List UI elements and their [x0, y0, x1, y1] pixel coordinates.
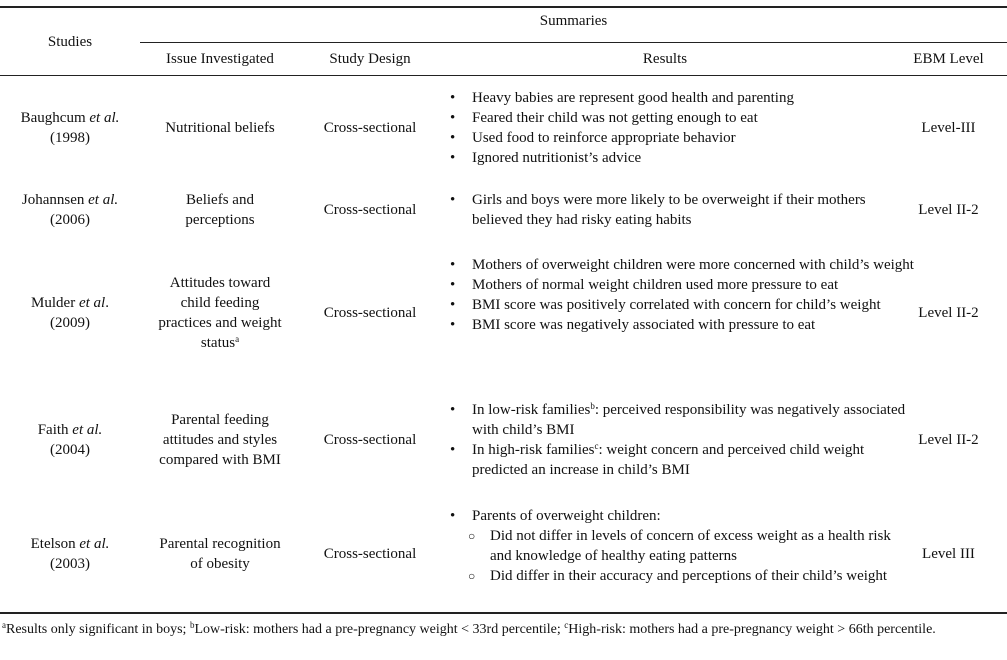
footnote-marker: c — [594, 441, 599, 451]
study-etal: et al. — [79, 536, 110, 552]
table-row-results — [444, 400, 914, 480]
table-row-results — [444, 506, 914, 586]
table-row-study: Mulder et al. (2009) — [31, 295, 109, 331]
result-item: • Heavy babies are represent good health and parenting — [444, 88, 914, 108]
header-ebm: EBM Level — [913, 51, 984, 67]
header-issue: Issue Investigated — [166, 51, 274, 67]
study-year: (2004) — [50, 442, 90, 458]
study-author: Etelson — [30, 536, 76, 552]
table-row-results — [444, 190, 914, 230]
table-row-results — [444, 88, 914, 168]
study-year: (2009) — [50, 315, 90, 331]
study-author: Faith — [37, 422, 69, 438]
footnote-marker: b — [590, 401, 595, 411]
study-etal: et al — [78, 295, 106, 311]
table-row-ebm: Level II-2 — [918, 305, 979, 321]
table-bottom-rule — [0, 612, 1007, 614]
header-studies: Studies — [47, 34, 93, 50]
result-item: • Ignored nutritionist’s advice — [444, 148, 914, 168]
study-etal: et al. — [88, 192, 119, 208]
table-row-ebm: Level II-2 — [918, 432, 979, 448]
result-item: • Girls and boys were more likely to be overweight if their mothers believed they had risky eating habits — [444, 190, 914, 230]
footnote-marker: a — [235, 334, 240, 344]
header-summaries: Summaries — [539, 13, 608, 29]
table-row-ebm: Level III — [922, 546, 975, 562]
result-item: • Mothers of overweight children were more concerned with child’s weight — [444, 255, 914, 275]
summaries-rule — [140, 42, 1007, 43]
study-etal: et al. — [72, 422, 103, 438]
result-item: • BMI score was positively correlated with concern for child’s weight — [444, 295, 914, 315]
table-row-ebm: Level-III — [921, 120, 976, 136]
table-row-issue: Beliefs and perceptions — [185, 192, 255, 228]
header-bottom-rule — [0, 75, 1007, 76]
table-row-study — [0, 534, 140, 574]
study-year: (1998) — [50, 130, 90, 146]
table-row-study — [0, 108, 140, 148]
table-row-issue: Nutritional beliefs — [165, 120, 275, 136]
table-footnote: $^a$Results only significant in boys; $^b$Low-risk: mothers had a pre-pregnancy weight < 33rd percentile; $^c$High-risk: mothers had a pre-pregnancy weight > 66th percentile. — [2, 620, 936, 637]
result-item: • Used food to reinforce appropriate behavior — [444, 128, 914, 148]
result-item: • Mothers of normal weight children used more pressure to eat — [444, 275, 914, 295]
table-row-design: Cross-sectional — [323, 432, 417, 448]
result-item: • Parents of overweight children: — [444, 506, 914, 526]
result-item: • In high-risk families$^c$: weight concern and perceived child weight predicted an increase in child’s BMI — [444, 440, 914, 480]
table-row-study — [0, 420, 140, 460]
header-results: Results — [642, 51, 688, 67]
table-top-rule — [0, 6, 1007, 8]
table-row-results — [444, 255, 914, 335]
table-row-issue: Parental recognition of obesity — [159, 536, 281, 572]
study-author: Johannsen — [21, 192, 85, 208]
study-etal: et al. — [89, 110, 120, 126]
result-subitem: ○ Did differ in their accuracy and perceptions of their child’s weight — [444, 566, 914, 586]
table-row-design: Cross-sectional — [323, 305, 417, 321]
table-row-design: Cross-sectional — [323, 546, 417, 562]
table-row-ebm: Level II-2 — [918, 202, 979, 218]
table-row-issue: Attitudes toward child feeding practices and weight status$^a$ — [158, 275, 282, 351]
study-year: (2006) — [50, 212, 90, 228]
study-author: Baughcum — [20, 110, 86, 126]
result-item: • BMI score was negatively associated with pressure to eat — [444, 315, 914, 335]
result-item: • Feared their child was not getting enough to eat — [444, 108, 914, 128]
header-design: Study Design — [329, 51, 411, 67]
table-row-design: Cross-sectional — [323, 120, 417, 136]
study-author: Mulder — [31, 295, 76, 311]
study-year: (2003) — [50, 556, 90, 572]
table-row-design: Cross-sectional — [323, 202, 417, 218]
table-row-study — [0, 190, 140, 230]
result-subitem: ○ Did not differ in levels of concern of excess weight as a health risk and knowledge of healthy eating patterns — [444, 526, 914, 566]
table-row-issue: Parental feeding attitudes and styles compared with BMI — [159, 412, 281, 468]
result-item: • In low-risk families$^b$: perceived responsibility was negatively associated with child’s BMI — [444, 400, 914, 440]
